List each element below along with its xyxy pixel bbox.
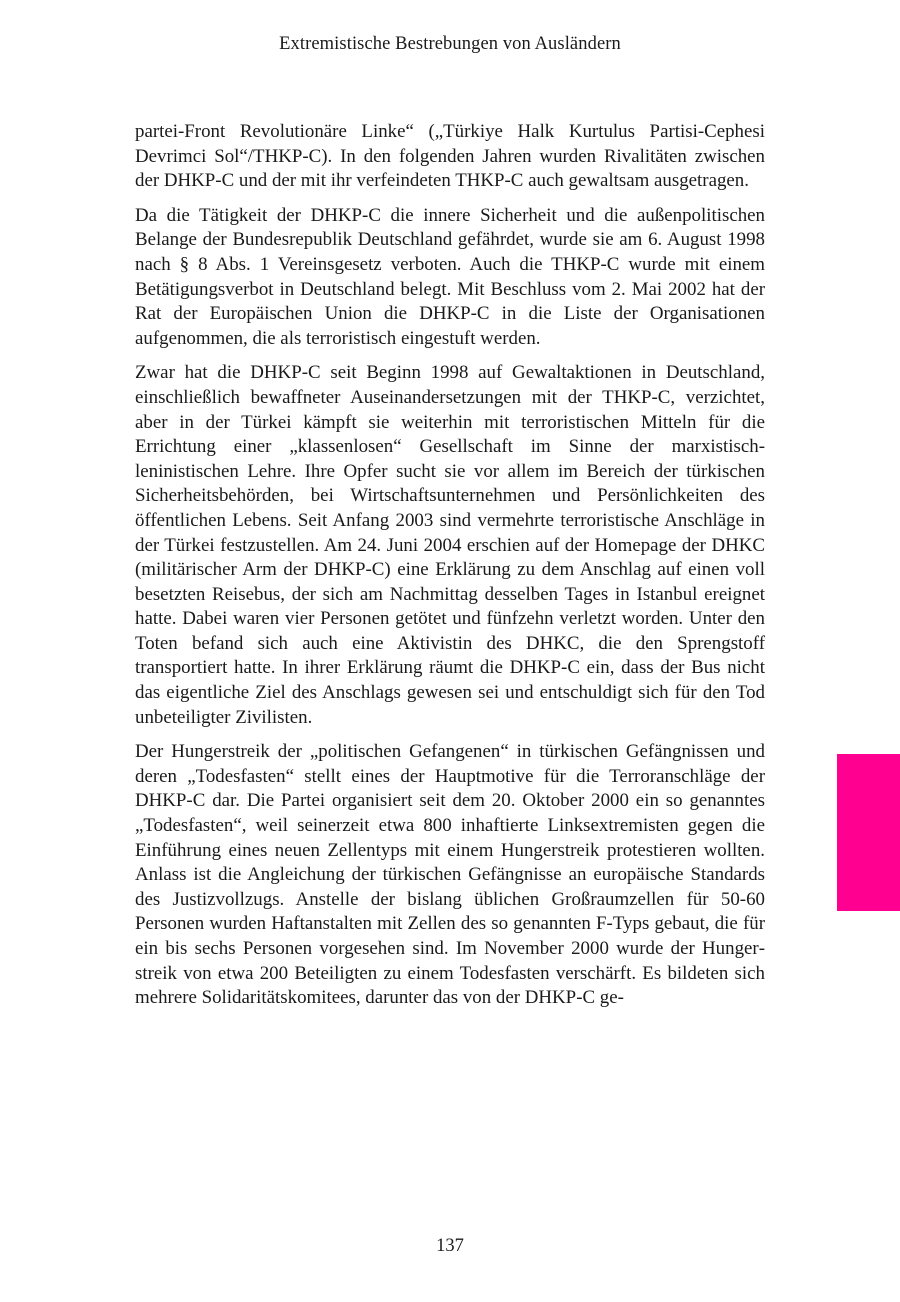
paragraph-3: Zwar hat die DHKP-C seit Beginn 1998 auf Gewaltaktionen in Deutschland, einschließlich bewaffneter Auseinandersetzungen mit der THKP-C, verzichtet, aber in der Türkei kämpft sie weiterhin mit terroristischen Mitteln für die Errichtung einer „klassenlosen“ Gesellschaft im Sinne der marxistisch-leninistischen Lehre. Ihre Opfer sucht sie vor allem im Bereich der türkischen Sicherheitsbehörden, bei Wirtschaftsunternehmen und Persönlichkeiten des öffentlichen Lebens. Seit Anfang 2003 sind vermehrte terroristische Anschläge in der Türkei festzustellen. Am 24. Juni 2004 erschien auf der Homepage der DHKC (militärischer Arm der DHKP-C) eine Erklärung zu dem Anschlag auf einen voll besetzten Reisebus, der sich am Nachmittag desselben Tages in Istanbul ereignet hatte. Dabei waren vier Personen getötet und fünfzehn verletzt worden. Unter den Toten befand sich auch eine Aktivistin des DHKC, die den Sprengstoff transportiert hatte. In ihrer Erklärung räumt die DHKP-C ein, dass der Bus nicht das eigentliche Ziel des Anschlags gewesen sei und entschuldigt sich für den Tod unbeteiligter Zivilisten. [135,362,765,728]
running-header: Extremistische Bestrebungen von Ausländern [279,34,621,54]
paragraph-1: partei-Front Revolutionäre Linke“ („Türkiye Halk Kurtulus Partisi-Cephesi Devrimci Sol“/THKP-C). In den folgenden Jahren wurden Rivalitäten zwischen der DHKP-C und der mit ihr verfeindeten THKP-C auch gewaltsam ausgetragen. [135,121,765,192]
body-text [135,120,765,1021]
paragraph-4: Der Hungerstreik der „politischen Gefangenen“ in türkischen Gefängnissen und deren „Todesfasten“ stellt eines der Hauptmotive für die Terroranschläge der DHKP-C dar. Die Partei organisiert seit dem 20. Oktober 2000 ein so genanntes „Todesfasten“, weil seinerzeit etwa 800 inhaftierte Linksextremisten gegen die Einführung eines neuen Zellentyps mit einem Hungerstreik protestieren wollten. Anlass ist die Angleichung der türkischen Gefängnisse an europäische Standards des Justizvollzugs. Anstelle der bislang üblichen Großraumzellen für 50-60 Personen wurden Haftanstalten mit Zellen des so genannten F-Typs gebaut, die für ein bis sechs Personen vorgesehen sind. Im November 2000 wurde der Hungerstreik von etwa 200 Beteiligten zu einem Todesfasten verschärft. Es bildeten sich mehrere Solidaritätskomitees, darunter das von der DHKP-C ge- [135,741,765,1009]
page-number: 137 [436,1236,464,1256]
paragraph-2: Da die Tätigkeit der DHKP-C die innere Sicherheit und die außenpolitischen Belange der Bundesrepublik Deutschland gefährdet, wurde sie am 6. August 1998 nach § 8 Abs. 1 Vereinsgesetz verboten. Auch die THKP-C wurde mit einem Betätigungsverbot in Deutschland belegt. Mit Beschluss vom 2. Mai 2002 hat der Rat der Europäischen Union die DHKP-C in die Liste der Organisationen aufgenommen, die als terroristisch eingestuft werden. [135,204,765,349]
chapter-thumb-index-marker [837,754,900,911]
